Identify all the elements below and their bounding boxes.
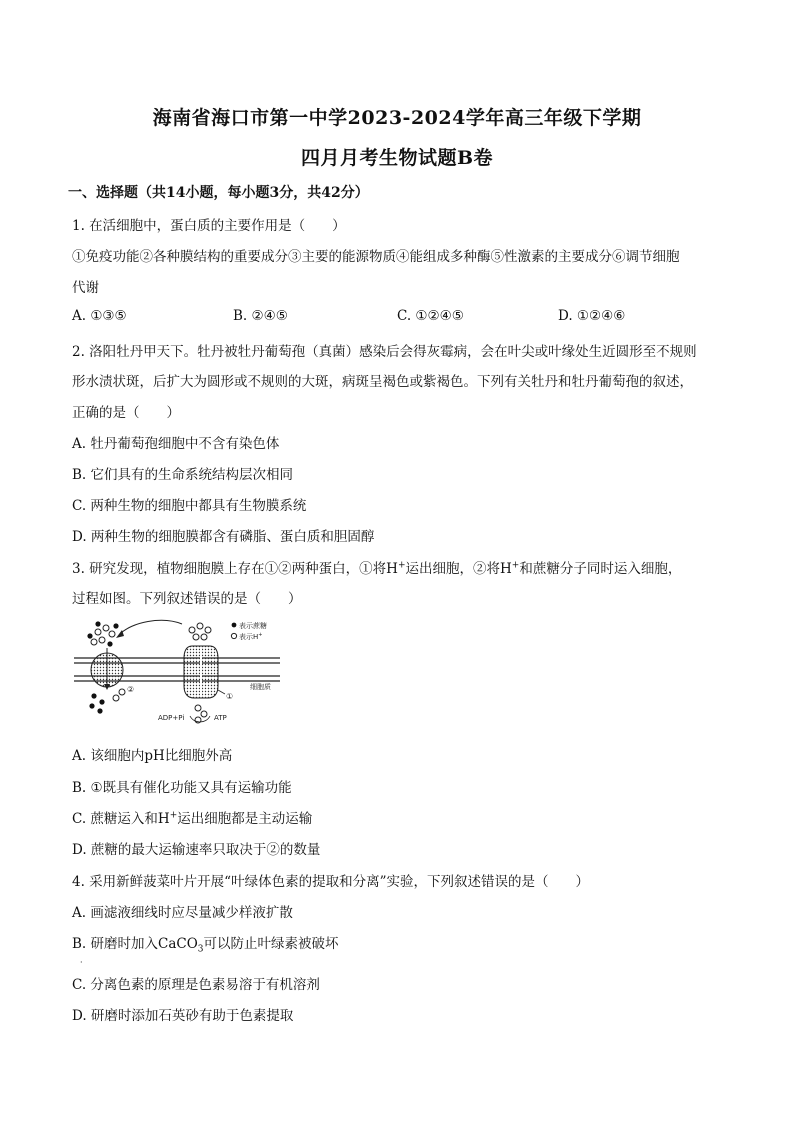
q4-option-c: C. 分离色素的原理是色素易溶于有机溶剂 (72, 977, 320, 993)
q2-option-b: B. 它们具有的生命系统结构层次相同 (72, 467, 294, 483)
svg-text:②: ② (127, 685, 135, 694)
stray-dot: · (80, 958, 83, 967)
svg-text:ADP+Pi: ADP+Pi (158, 714, 185, 722)
svg-text:表示H+: 表示H+ (239, 632, 263, 641)
page-title: 海南省海口市第一中学2023-2024学年高三年级下学期 (152, 107, 642, 129)
q1-items-line1: ①免疫功能②各种膜结构的重要成分③主要的能源物质④能组成多种酶⑤性激素的主要成分⑥调节细胞 (72, 249, 680, 265)
q4-option-a: A. 画滤液细线时应尽量减少样液扩散 (72, 905, 293, 921)
q2-stem-line2: 形水渍状斑，后扩大为圆形或不规则的大斑，病斑呈褐色或紫褐色。下列有关牡丹和牡丹葡萄孢的叙述， (72, 374, 693, 390)
q3-stem-line1: 3. 研究发现，植物细胞膜上存在①②两种蛋白，①将H+运出细胞，②将H+和蔗糖分子同时运入细胞， (72, 560, 682, 577)
q2-option-c: C. 两种生物的细胞中都具有生物膜系统 (72, 498, 307, 514)
svg-text:细胞质: 细胞质 (250, 683, 271, 691)
membrane-transport-diagram (72, 618, 282, 728)
svg-text:ATP: ATP (214, 714, 227, 722)
q4-stem: 4. 采用新鲜菠菜叶片开展“叶绿体色素的提取和分离”实验，下列叙述错误的是（ ） (72, 874, 589, 890)
q1-option-a: A. ①③⑤ (72, 308, 127, 324)
q3-stem-line2: 过程如图。下列叙述错误的是（ ） (72, 591, 302, 607)
q1-items-line2: 代谢 (72, 280, 99, 296)
q2-option-a: A. 牡丹葡萄孢细胞中不含有染色体 (72, 436, 280, 452)
q4-option-b: B. 研磨时加入CaCO$_3$可以防止叶绿素被破坏 (72, 936, 339, 955)
q3-option-a: A. 该细胞内pH比细胞外高 (72, 748, 233, 764)
svg-text:表示蔗糖: 表示蔗糖 (239, 622, 267, 630)
q4-option-d: D. 研磨时添加石英砂有助于色素提取 (72, 1008, 294, 1024)
q1-option-c: C. ①②④⑤ (397, 308, 464, 324)
q3-option-d: D. 蔗糖的最大运输速率只取决于②的数量 (72, 842, 321, 858)
section-heading: 一、选择题（共14小题，每小题3分，共42分） (68, 185, 369, 201)
page-subtitle: 四月月考生物试题B卷 (300, 147, 494, 169)
q2-option-d: D. 两种生物的细胞膜都含有磷脂、蛋白质和胆固醇 (72, 529, 375, 545)
q2-stem-line1: 2. 洛阳牡丹甲天下。牡丹被牡丹葡萄孢（真菌）感染后会得灰霉病，会在叶尖或叶缘处生近圆形至不规则 (72, 344, 697, 360)
q1-option-b: B. ②④⑤ (233, 308, 288, 324)
q1-stem: 1. 在活细胞中，蛋白质的主要作用是（ ） (72, 218, 346, 234)
svg-text:①: ① (226, 692, 234, 701)
q2-stem-line3: 正确的是（ ） (72, 405, 180, 421)
q3-option-b: B. ①既具有催化功能又具有运输功能 (72, 780, 292, 796)
q1-option-d: D. ①②④⑥ (558, 308, 626, 324)
q3-option-c: C. 蔗糖运入和H+运出细胞都是主动运输 (72, 810, 313, 827)
